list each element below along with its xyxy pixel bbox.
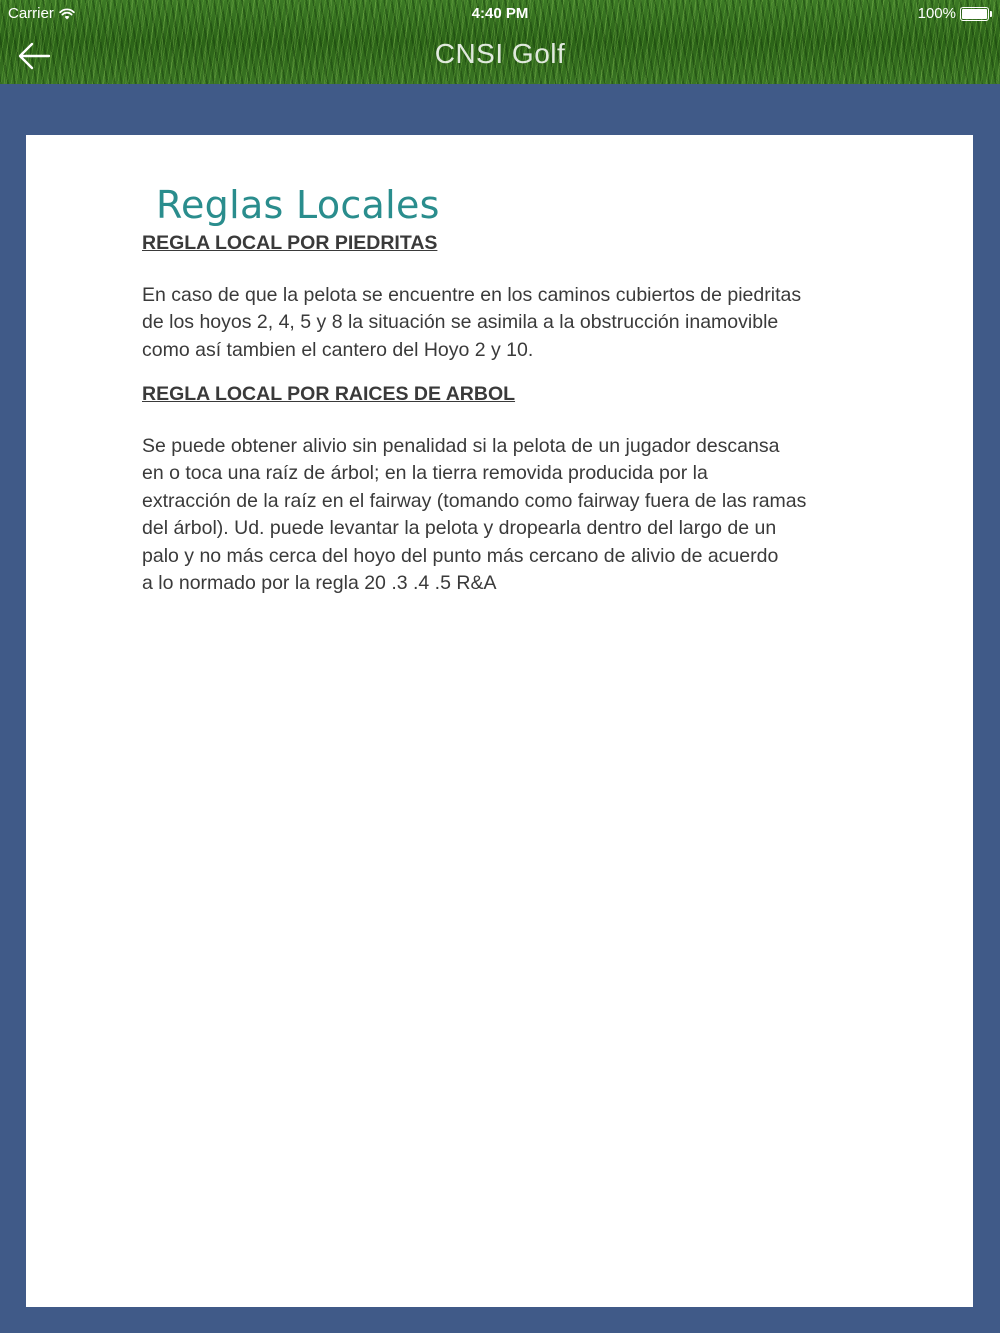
rule-heading: REGLA LOCAL POR PIEDRITAS (142, 232, 438, 254)
rule-heading: REGLA LOCAL POR RAICES DE ARBOL (142, 383, 516, 405)
status-bar (0, 0, 1000, 28)
content-card (26, 135, 973, 1307)
rule-text: Se puede obtener alivio sin penalidad si la pelota de un jugador descansa en o toca una raíz de árbol; en la tierra removida producida por la extracción de la raíz en el fairway (tomando como fairway fuera de las ramas del árbol). Ud. puede levantar la pelota y dropearla dentro del largo de un palo y no más cerca del hoyo del punto más cercano de alivio de acuerdo a lo normado por la regla 20 .3 .4 .5 R&A (142, 435, 807, 595)
battery-icon (960, 7, 992, 21)
header (0, 0, 1000, 84)
battery-indicator (918, 5, 992, 22)
nav-bar (0, 28, 1000, 84)
nav-title: CNSI Golf (434, 38, 566, 69)
rule-section-piedritas (142, 232, 862, 364)
rule-text: En caso de que la pelota se encuentre en los caminos cubiertos de piedritas de los hoyos 2, 4, 5 y 8 la situación se asimila a la obstrucción inamovible como así tambien el cantero del Hoyo 2 y 10. (142, 284, 802, 361)
rule-section-raices (142, 383, 862, 597)
status-time: 4:40 PM (471, 5, 529, 22)
page-title: Reglas Locales (156, 183, 440, 227)
carrier-label: Carrier (8, 5, 54, 22)
battery-percent: 100% (917, 5, 956, 22)
